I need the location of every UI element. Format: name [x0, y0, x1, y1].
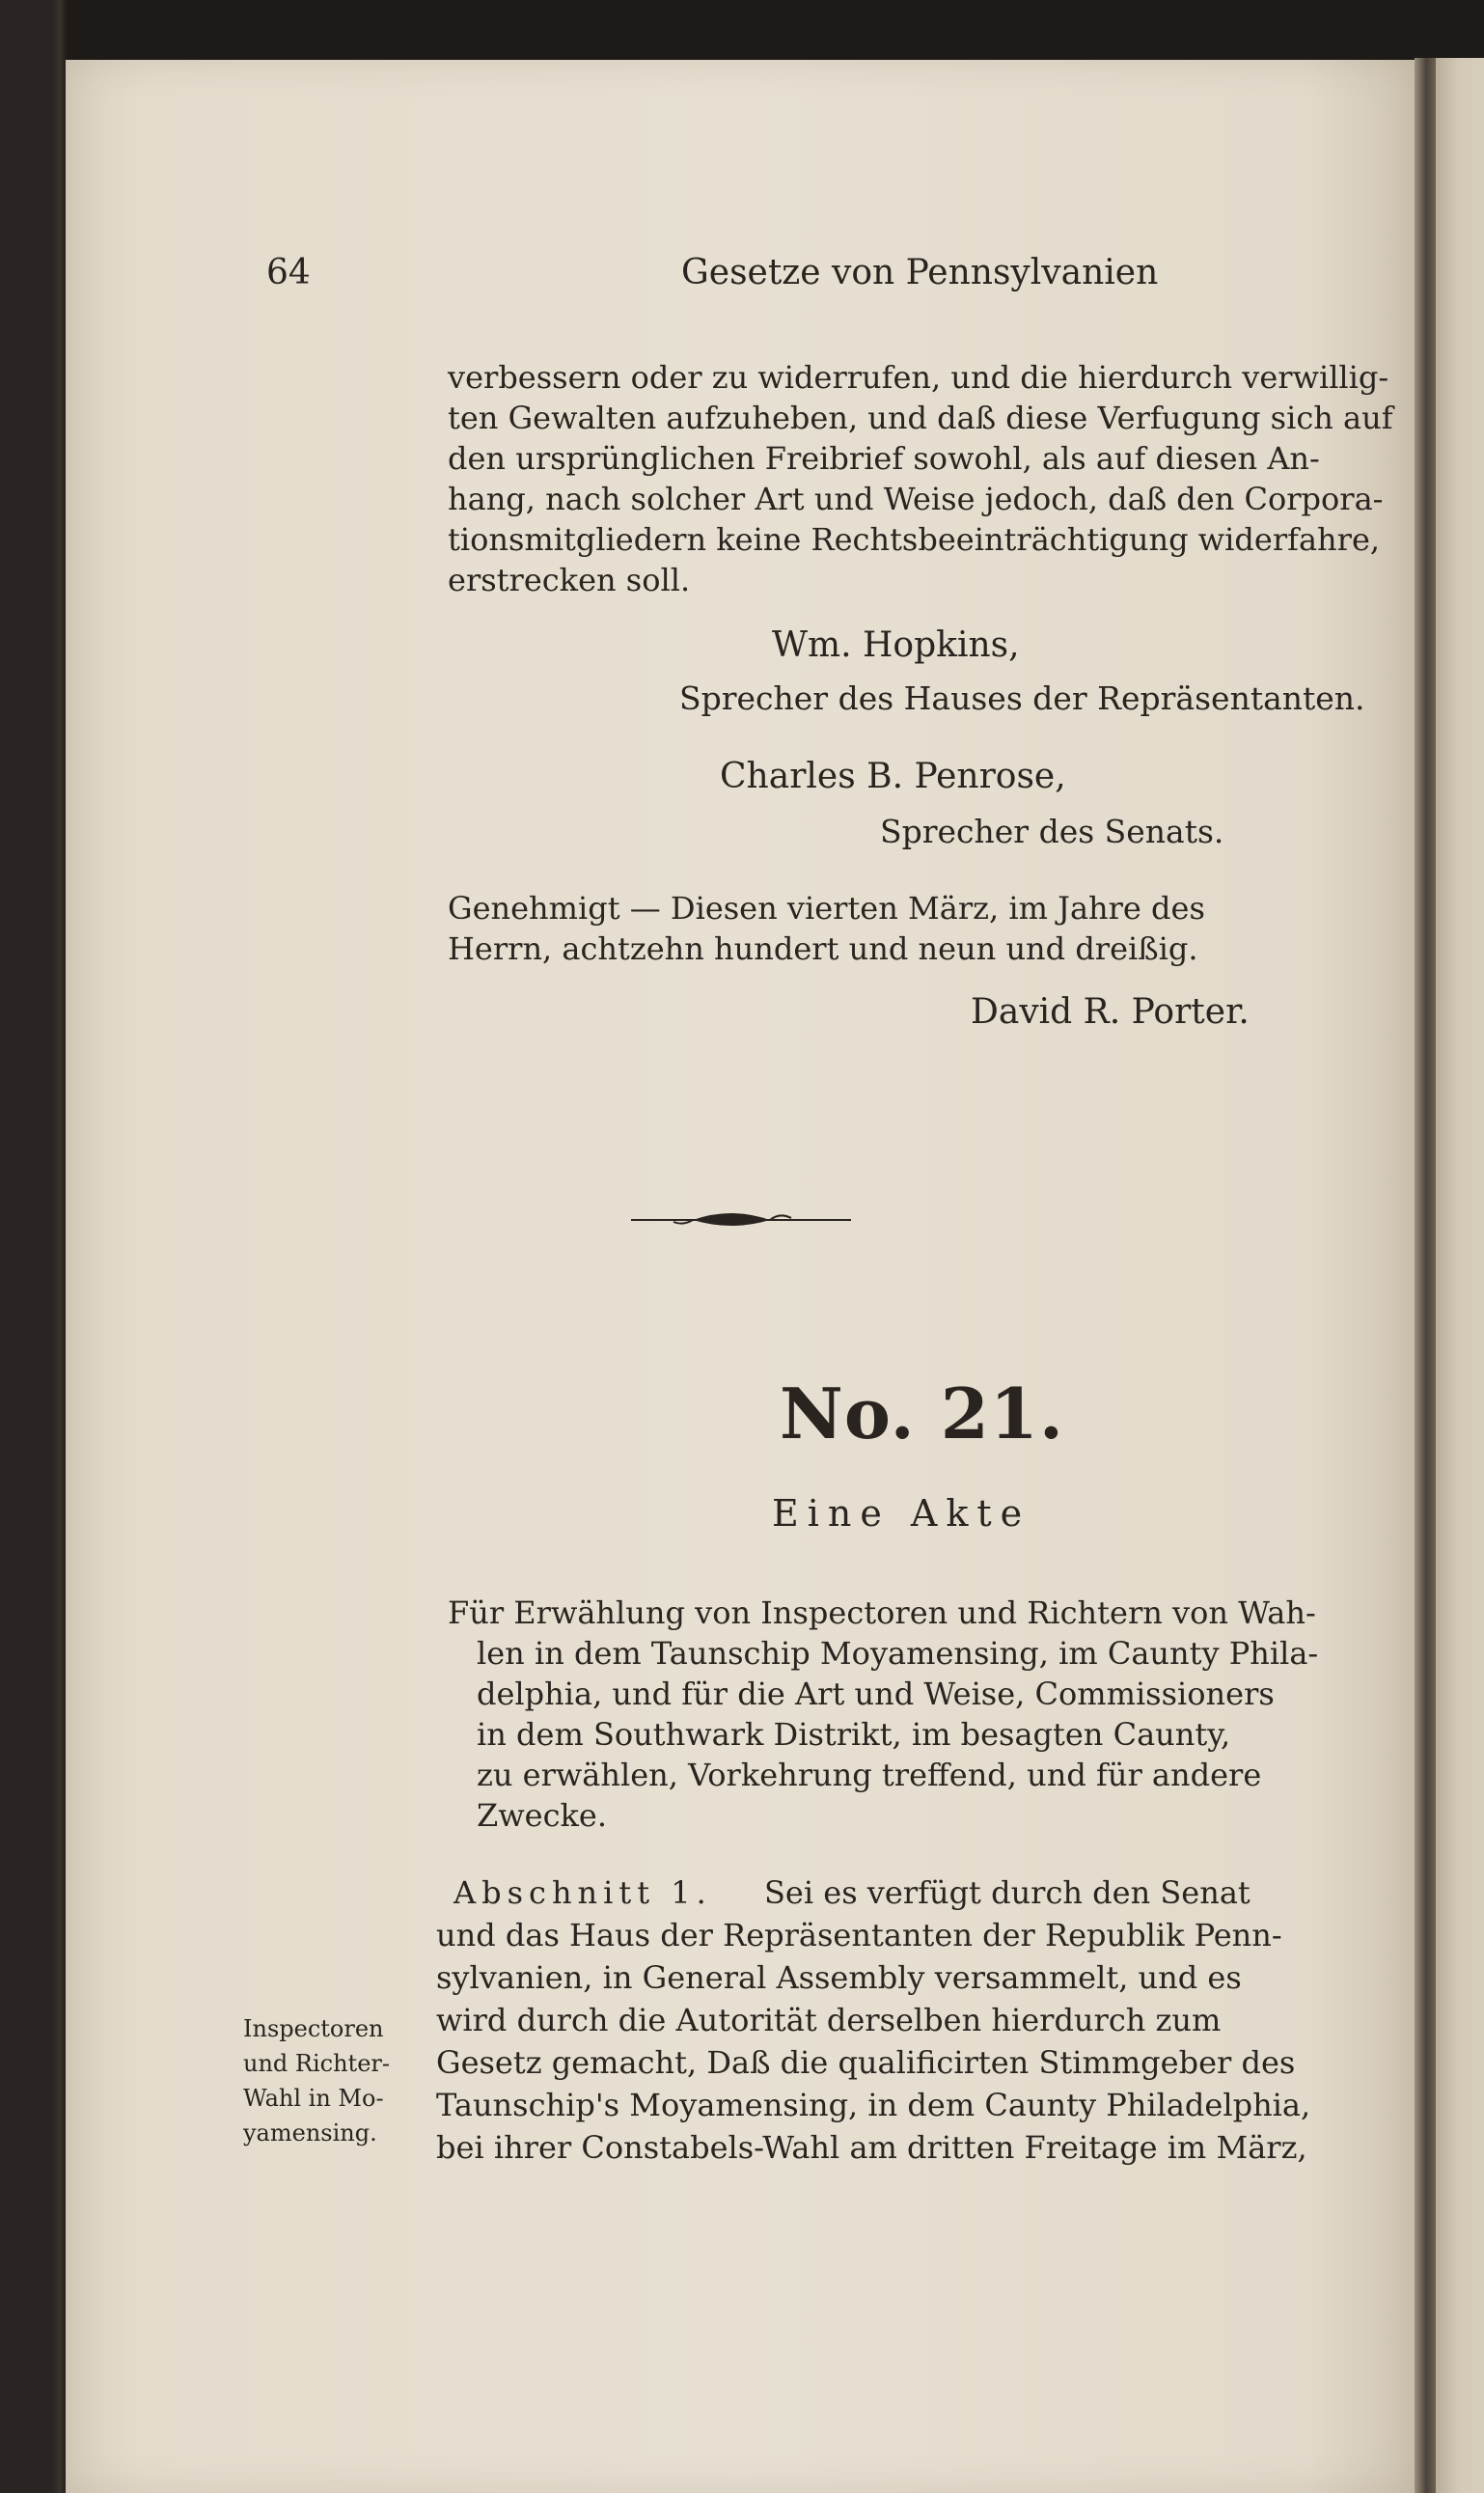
- section-line: Gesetz gemacht, Daß die qualificirten Stimmgeber des: [436, 2044, 1296, 2081]
- act-title-line: len in dem Taunschip Moyamensing, im Caunty Phila-: [477, 1635, 1319, 1672]
- act-title-line: Zwecke.: [477, 1797, 607, 1834]
- continuation-line: ten Gewalten aufzuheben, und daß diese Verfugung sich auf: [448, 400, 1393, 436]
- section-line: und das Haus der Repräsentanten der Republik Penn-: [436, 1917, 1282, 1953]
- continuation-line: erstrecken soll.: [448, 562, 691, 598]
- book-gutter: [1415, 58, 1436, 2493]
- act-title-line: zu erwählen, Vorkehrung treffend, und für andere: [477, 1757, 1262, 1793]
- section-line: bei ihrer Constabels-Wahl am dritten Freitage im März,: [436, 2129, 1307, 2166]
- approval-line: Herrn, achtzehn hundert und neun und dreißig.: [448, 930, 1198, 967]
- speaker-house-title: Sprecher des Hauses der Repräsentanten.: [679, 679, 1365, 717]
- approval-line: Genehmigt — Diesen vierten März, im Jahre des: [448, 890, 1205, 927]
- continuation-line: tionsmitgliedern keine Rechtsbeeinträchtigung widerfahre,: [448, 521, 1381, 558]
- act-title-line: in dem Southwark Distrikt, im besagten Caunty,: [477, 1716, 1231, 1753]
- running-title: Gesetze von Pennsylvanien: [681, 253, 1159, 292]
- continuation-line: verbessern oder zu widerrufen, und die hierdurch verwillig-: [448, 359, 1389, 396]
- speaker-house-name: Wm. Hopkins,: [772, 625, 1020, 665]
- right-page-edge: [1436, 58, 1484, 2493]
- margin-note-line: Inspectoren: [243, 2015, 384, 2042]
- page-number: 64: [266, 253, 311, 292]
- margin-note-line: yamensing.: [243, 2119, 377, 2147]
- margin-note-line: Wahl in Mo-: [243, 2085, 384, 2112]
- governor-name: David R. Porter.: [971, 992, 1250, 1032]
- speaker-senate-title: Sprecher des Senats.: [880, 813, 1224, 850]
- act-title-line: Für Erwählung von Inspectoren und Richtern von Wah-: [448, 1594, 1316, 1631]
- speaker-senate-name: Charles B. Penrose,: [720, 757, 1066, 796]
- continuation-line: hang, nach solcher Art und Weise jedoch, daß den Corpora-: [448, 481, 1384, 517]
- act-heading: Eine Akte: [772, 1492, 1031, 1535]
- section-line: Taunschip's Moyamensing, in dem Caunty Philadelphia,: [436, 2087, 1311, 2123]
- section-line: wird durch die Autorität derselben hierdurch zum: [436, 2002, 1222, 2038]
- section-line: sylvanien, in General Assembly versammelt, und es: [436, 1959, 1242, 1996]
- continuation-line: den ursprünglichen Freibrief sowohl, als auf diesen An-: [448, 440, 1320, 477]
- section-line: Sei es verfügt durch den Senat: [764, 1874, 1250, 1911]
- act-title-line: delphia, und für die Art und Weise, Commissioners: [477, 1676, 1275, 1712]
- act-number: No. 21.: [780, 1372, 1064, 1454]
- margin-note-line: und Richter-: [243, 2050, 390, 2077]
- section-label: Abschnitt 1.: [453, 1874, 712, 1911]
- ornamental-rule: [625, 1203, 857, 1235]
